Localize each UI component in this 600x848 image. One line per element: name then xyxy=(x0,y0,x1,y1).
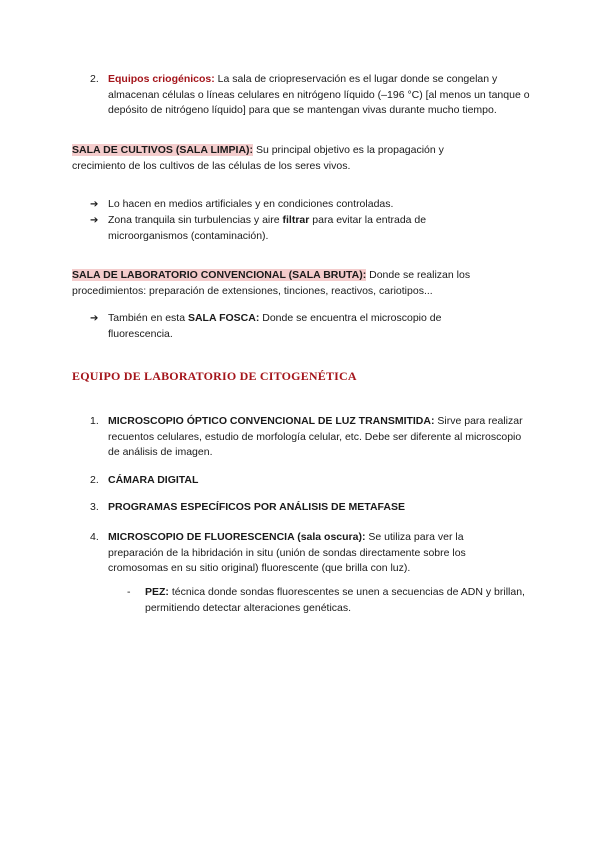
bold-term: SALA FOSCA: xyxy=(187,312,260,324)
sub-list-item: - PEZ: técnica donde sondas fluorescentes se unen a secuencias de ADN y brillan, permitiendo detectar alteraciones genéticas. xyxy=(127,586,525,614)
dash-marker: - xyxy=(127,586,131,598)
list-number: 4. xyxy=(90,531,99,543)
list-item xyxy=(90,500,530,516)
paragraph-text: Donde se realizan los procedimientos: preparación de extensiones, tinciones, reactivos, cariotipos... xyxy=(72,269,471,297)
bullet-item: ➔ Zona tranquila sin turbulencias y aire filtrar para evitar la entrada de microorganismos (contaminación). xyxy=(90,214,427,242)
item-heading: MICROSCOPIO DE FLUORESCENCIA (sala oscura): xyxy=(108,531,366,543)
term-equipos-criogenicos: Equipos criogénicos: xyxy=(108,73,215,85)
paragraph-text: Su principal objetivo es la propagación y crecimiento de los cultivos de las células de los seres vivos. xyxy=(72,144,444,172)
item-heading: PROGRAMAS ESPECÍFICOS POR ANÁLISIS DE METAFASE xyxy=(108,501,405,513)
item-heading: MICROSCOPIO ÓPTICO CONVENCIONAL DE LUZ TRANSMITIDA: xyxy=(108,415,435,427)
section-title: EQUIPO DE LABORATORIO DE CITOGENÉTICA xyxy=(72,369,357,383)
bullet-item xyxy=(90,197,510,213)
item-heading: PEZ: xyxy=(145,586,169,598)
arrow-icon: ➔ xyxy=(90,313,99,324)
arrow-icon: ➔ xyxy=(90,199,99,210)
list-item-equipos-criogenicos xyxy=(90,72,530,119)
paragraph-sala-cultivos xyxy=(72,143,492,174)
list-number: 2. xyxy=(90,73,99,85)
heading-sala-laboratorio: SALA DE LABORATORIO CONVENCIONAL (SALA BRUTA): xyxy=(72,269,367,281)
bullet-item: ➔ También en esta SALA FOSCA: Donde se encuentra el microscopio de fluorescencia. xyxy=(90,312,442,340)
heading-sala-cultivos: SALA DE CULTIVOS (SALA LIMPIA): xyxy=(72,144,254,156)
arrow-icon: ➔ xyxy=(90,215,99,226)
list-item: 1. MICROSCOPIO ÓPTICO CONVENCIONAL DE LUZ TRANSMITIDA: Sirve para realizar recuentos celulares, estudio de morfología celular, etc. Debe ser diferente al microscopio de análisis de imagen. xyxy=(90,415,523,458)
item-heading: CÁMARA DIGITAL xyxy=(108,474,199,486)
bullet-text: Lo hacen en medios artificiales y en condiciones controladas. xyxy=(108,198,394,210)
list-number: 1. xyxy=(90,415,99,427)
list-number: 2. xyxy=(90,474,99,486)
list-item: 4. MICROSCOPIO DE FLUORESCENCIA (sala oscura): Se utiliza para ver la preparación de la hibridación in situ (unión de sondas directamente sobre los cromosomas en su sitio original) fluorescente (que brilla con luz). xyxy=(90,531,466,574)
item-text: La sala de criopreservación es el lugar donde se congelan y almacenan células o líneas celulares en nitrógeno líquido (–196 °C) [al menos un tanque o depósito de nitrógeno líquido] para que se mantengan vivas durante mucho tiempo. xyxy=(108,73,530,116)
list-item xyxy=(90,473,530,489)
list-number: 3. xyxy=(90,501,99,513)
bold-term: filtrar xyxy=(282,214,310,226)
paragraph-sala-laboratorio xyxy=(72,268,502,299)
